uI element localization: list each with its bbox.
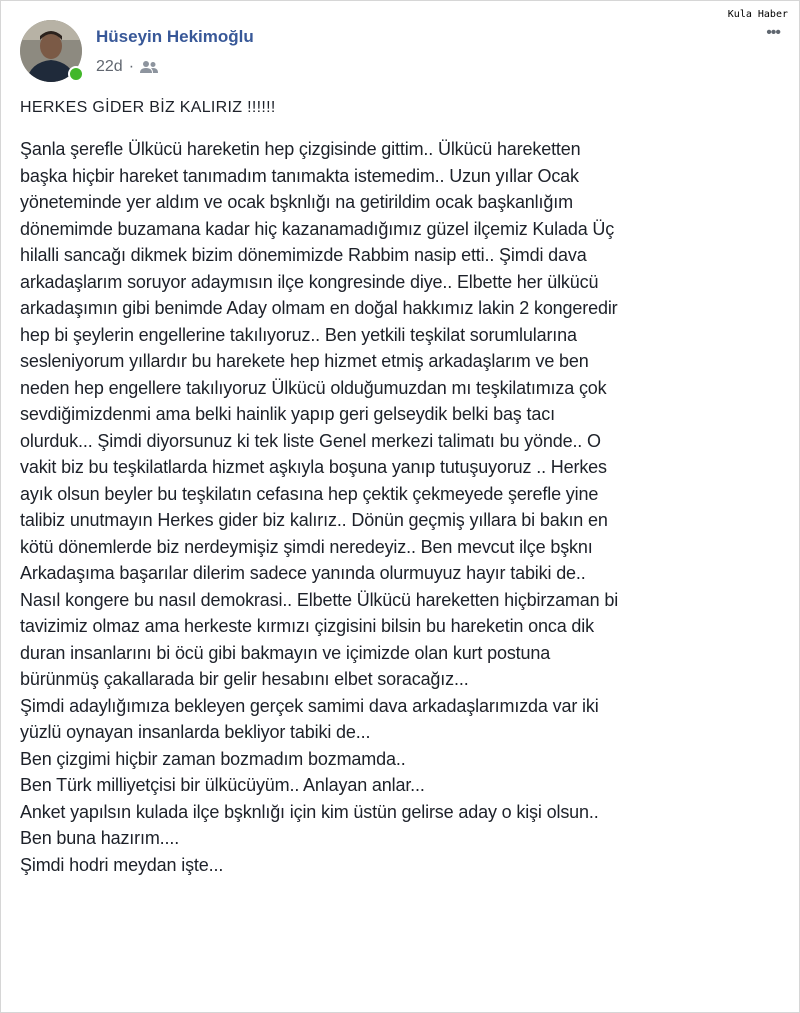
post-timestamp[interactable]: 22d bbox=[96, 58, 123, 75]
post-body-line: vakit biz bu teşkilatlarda hizmet aşkıyla boşuna yanıp tutuşuyoruz .. Herkes bbox=[20, 457, 607, 477]
post-meta bbox=[96, 58, 158, 76]
post-body-line: Şimdi hodri meydan işte... bbox=[20, 854, 224, 875]
post-body-line: bürünmüş çakallarada bir gelir hesabını elbet soracağız... bbox=[20, 669, 469, 689]
watermark: Kula Haber bbox=[727, 9, 788, 20]
post-header bbox=[20, 20, 780, 90]
post-body-line: kötü dönemlerde biz nerdeymişiz şimdi neredeyiz.. Ben mevcut ilçe bşknı bbox=[20, 536, 593, 557]
more-options-icon[interactable]: ••• bbox=[766, 24, 780, 41]
post-body-line: olurduk... Şimdi diyorsunuz ki tek liste Genel merkezi talimatı bu yönde.. O bbox=[20, 430, 601, 451]
post-body-line: Şimdi adaylığımıza bekleyen gerçek samimi dava arkadaşlarımızda var iki bbox=[20, 695, 599, 716]
post-body-line: sesleniyorum yıllardır bu harekete hep hizmet etmiş arkadaşlarım ve ben bbox=[20, 351, 589, 371]
post-body-line: arkadaşlarım soruyor adaymısın ilçe kongresinde diye.. Elbette her ülkücü bbox=[20, 271, 599, 292]
post-body-line: Ben buna hazırım.... bbox=[20, 828, 180, 848]
post-body-line: tavizimiz olmaz ama herkeste kırmızı çizgisini bilsin bu hareketin onca dik bbox=[20, 616, 594, 636]
post-body-line: ayık olsun beyler bu teşkilatın cefasına hep çektik çekmeyede şerefle yine bbox=[20, 483, 599, 504]
post-body bbox=[20, 136, 790, 878]
friends-icon[interactable] bbox=[140, 60, 158, 74]
post-body-line: Anket yapılsın kulada ilçe bşknlığı için kim üstün gelirse aday o kişi olsun.. bbox=[20, 801, 599, 822]
post-body-line: duran insanlarını bi öcü gibi bakmayın ve içimizde olan kurt postuna bbox=[20, 642, 551, 663]
post-body-line: Nasıl kongere bu nasıl demokrasi.. Elbette Ülkücü hareketten hiçbirzaman bi bbox=[20, 589, 619, 610]
post-body-line: hep bi şeylerin engellerine takılıyoruz.. Ben yetkili teşkilat sorumlularına bbox=[20, 324, 577, 345]
post-body-line: dönemimde buzamana kadar hiç kazanamadığımız güzel ilçemiz Kulada Üç bbox=[20, 218, 615, 239]
author-name[interactable]: Hüseyin Hekimoğlu bbox=[96, 27, 254, 46]
online-status-dot bbox=[68, 66, 84, 82]
post-body-line: Ben Türk milliyetçisi bir ülkücüyüm.. Anlayan anlar... bbox=[20, 775, 425, 795]
post-body-line: talibiz unutmayın Herkes gider biz kalırız.. Dönün geçmiş yıllara bi bakın en bbox=[20, 510, 608, 530]
post-body-line: Şanla şerefle Ülkücü hareketin hep çizgisinde gittim.. Ülkücü hareketten bbox=[20, 139, 581, 159]
post-body-line: Arkadaşıma başarılar dilerim sadece yanında olurmuyuz hayır tabiki de.. bbox=[20, 563, 586, 583]
post-body-line: yüzlü oynayan insanlarda bekliyor tabiki de... bbox=[20, 722, 371, 742]
post-body-line: arkadaşımın gibi benimde Aday olmam en doğal hakkımız lakin 2 kongeredir bbox=[20, 298, 618, 318]
post-body-line: neden hep engellere takılıyoruz Ülkücü olduğumuzdan mı teşkilatımıza çok bbox=[20, 377, 607, 398]
post-title: HERKES GİDER BİZ KALIRIZ !!!!!! bbox=[20, 99, 276, 116]
post-body-line: yöneteminde yer aldım ve ocak bşknlığı na getirildim ocak başkanlığım bbox=[20, 192, 573, 212]
post-body-line: Ben çizgimi hiçbir zaman bozmadım bozmamda.. bbox=[20, 748, 406, 769]
meta-separator: · bbox=[128, 58, 135, 75]
post-body-line: başka hiçbir hareket tanımadım tanımakta istemedim.. Uzun yıllar Ocak bbox=[20, 165, 579, 186]
post-body-line: hilalli sancağı dikmek bizim dönemimizde Rabbim nasip etti.. Şimdi dava bbox=[20, 245, 587, 265]
post-body-line: sevdiğimizdenmi ama belki hainlik yapıp geri gelseydik belki baş tacı bbox=[20, 404, 555, 424]
